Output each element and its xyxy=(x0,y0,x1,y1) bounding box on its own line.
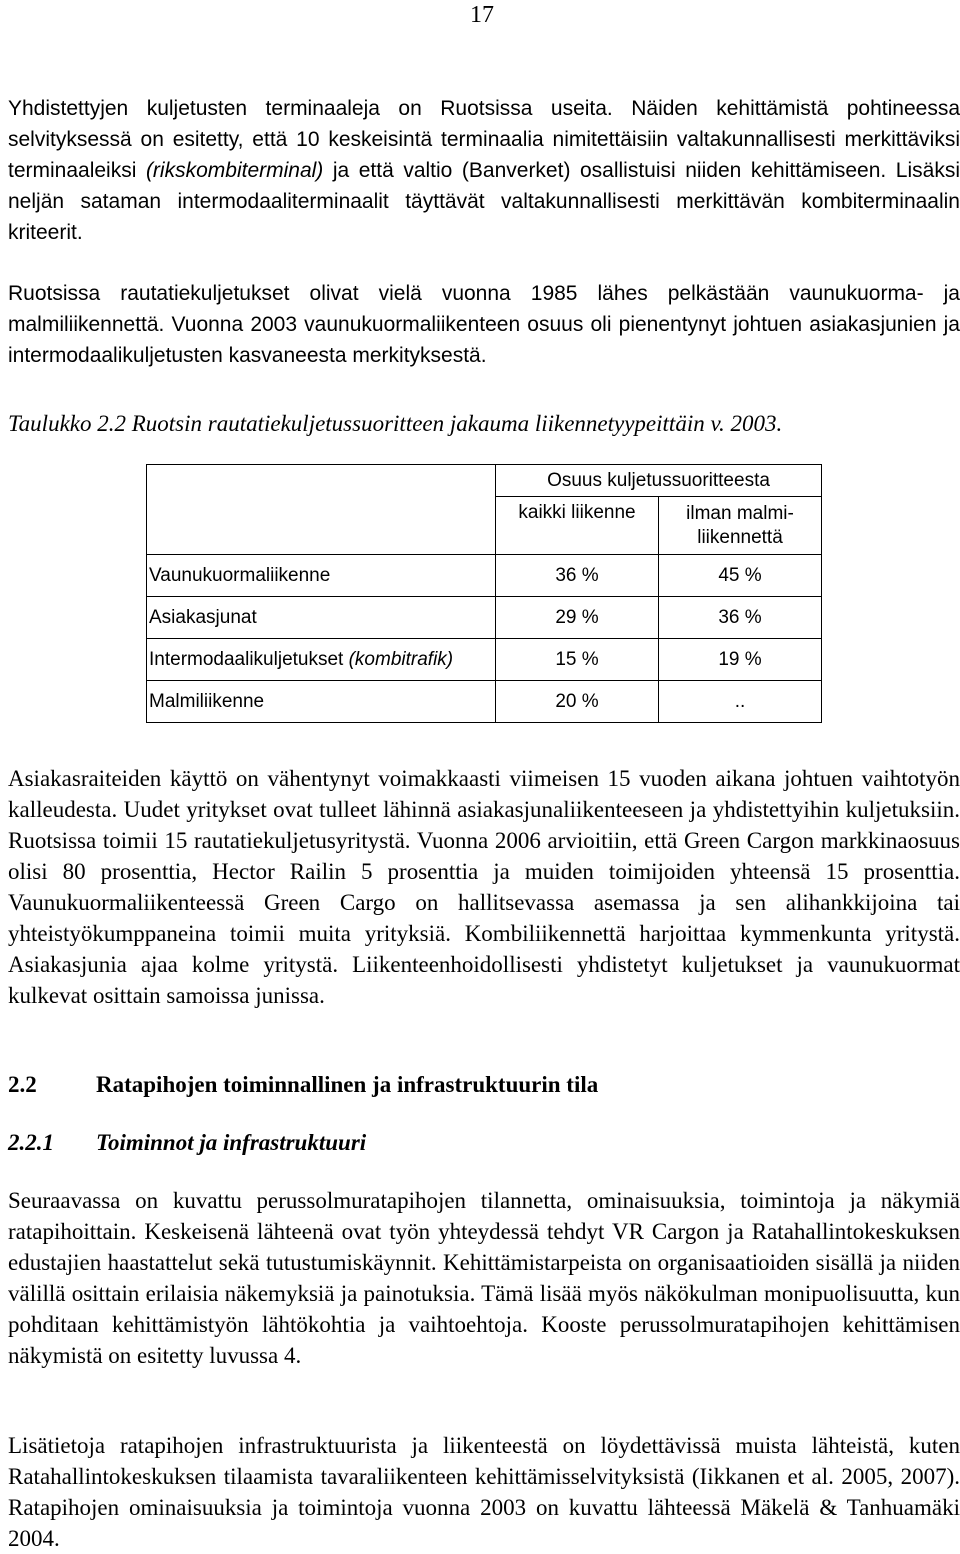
paragraph-rail-transport: Ruotsissa rautatiekuljetukset olivat vielä vuonna 1985 lähes pelkästään vaunukuorma- ja malmiliikennettä. Vuonna 2003 vaunukuormaliikenteen osuus oli pienentynyt johtuen asiakasjunien ja intermodaalikuljetusten kasvaneesta merkityksestä. xyxy=(8,282,960,367)
table-cell-all-traffic: 36 % xyxy=(496,555,659,597)
table-col-header-without-ore-line2: liikennettä xyxy=(697,526,783,548)
section-number: 2.2.1 xyxy=(8,1130,54,1155)
paragraph-terminals-italic-term: (rikskombiterminal) xyxy=(145,159,324,182)
table-cell-without-ore: 36 % xyxy=(659,597,822,639)
paragraph-yards-overview: Seuraavassa on kuvattu perussolmuratapihojen tilannetta, ominaisuuksia, toimintoja ja näkymiä ratapihoittain. Keskeisenä lähteenä ovat työn yhteydessä tehdyt VR Cargon ja Ratahallintokeskuksen edustajien haastattelut sekä tutustumiskäynnit. Kehittämistarpeista on organisaatioiden sisällä ja niiden välillä osittain erilaisia näkemyksiä ja painotuksia. Tämä lisää myös näkökulman monipuolisuutta, kun pohditaan kehittämistyön lähtökohtia ja vaihtoehtoja. Kooste perussolmuratapihojen kehittämisen näkymistä on esitetty luvussa 4. xyxy=(8,1188,960,1368)
table-row xyxy=(147,681,822,723)
paragraph-customer-tracks: Asiakasraiteiden käyttö on vähentynyt voimakkaasti viimeisen 15 vuoden aikana johtuen vaihtotyön kalleudesta. Uudet yritykset ovat tulleet lähinnä asiakasjunaliikenteeseen ja yhdistettyihin kuljetuksiin. Ruotsissa toimii 15 rautatiekuljetusyritystä. Vuonna 2006 arvioitiin, että Green Cargon markkinaosuus olisi 80 prosenttia, Hector Railin 5 prosenttia ja muiden toimijoiden yhteensä 15 prosenttia. Vaunukuormaliikenteessä Green Cargo on hallitsevassa asemassa ja sen alihankkijoina tai yhteistyökumppaneina toimii muita yrityksiä. Kombiliikennettä harjoittaa kymmenkunta yritystä. Asiakasjunia ajaa kolme yritystä. Liikenteenhoidollisesti yhdistetyt kuljetukset ja vaunukuormat kulkevat osittain samoissa junissa. xyxy=(8,766,960,1008)
table-row-label: Vaunukuormaliikenne xyxy=(147,555,496,597)
table-header-row-group xyxy=(147,465,822,497)
table-cell-all-traffic: 29 % xyxy=(496,597,659,639)
paragraph-terminals xyxy=(8,93,960,248)
table-cell-without-ore: 19 % xyxy=(659,639,822,681)
table-col-header-without-ore-line1: ilman malmi- xyxy=(686,502,794,524)
section-heading-2-2-1 xyxy=(8,1129,366,1157)
table-col-header-all-traffic: kaikki liikenne xyxy=(496,497,659,555)
section-title: Toiminnot ja infrastruktuuri xyxy=(96,1130,367,1155)
section-number: 2.2 xyxy=(8,1072,37,1097)
table-group-header: Osuus kuljetussuoritteesta xyxy=(496,465,822,497)
table-row xyxy=(147,639,822,681)
table-header-empty-cell xyxy=(147,465,496,555)
table-cell-without-ore: 45 % xyxy=(659,555,822,597)
table-cell-all-traffic: 20 % xyxy=(496,681,659,723)
section-title: Ratapihojen toiminnallinen ja infrastruktuurin tila xyxy=(96,1072,599,1097)
paragraph-terminals-text-1: Yhdistettyjen kuljetusten terminaaleja on Ruotsissa useita. Näiden kehittämistä pohtineessa selvityksessä on esitetty, että 10 keskeisintä terminaalia nimitettäisiin valtakunnallisesti merkittäviksi terminaaleiksi xyxy=(8,97,960,182)
traffic-share-table xyxy=(146,464,822,723)
table-col-header-without-ore xyxy=(659,497,822,555)
table-row xyxy=(147,555,822,597)
table-row-label-cell xyxy=(147,639,496,681)
page-number: 17 xyxy=(470,2,494,28)
table-row xyxy=(147,597,822,639)
section-heading-2-2 xyxy=(8,1071,598,1099)
table-row-label-italic: (kombitrafik) xyxy=(348,648,454,670)
table-row-label: Asiakasjunat xyxy=(147,597,496,639)
table-caption: Taulukko 2.2 Ruotsin rautatiekuljetussuoritteen jakauma liikennetyypeittäin v. 2003. xyxy=(8,411,783,436)
paragraph-further-info: Lisätietoja ratapihojen infrastruktuurista ja liikenteestä on löydettävissä muista lähteistä, kuten Ratahallintokeskuksen tilaamista tavaraliikenteen kehittämisselvityksistä (Iikkanen et al. 2005, 2007). Ratapihojen ominaisuuksia ja toimintoja vuonna 2003 on kuvattu lähteessä Mäkelä & Tanhuamäki 2004. xyxy=(8,1433,960,1551)
table-cell-all-traffic: 15 % xyxy=(496,639,659,681)
table-row-label: Malmiliikenne xyxy=(147,681,496,723)
paragraph-terminals-text-2: ja että valtio (Banverket) osallistuisi niiden kehittämiseen. Lisäksi neljän sataman intermodaaliterminaalit täyttävät valtakunnallisesti merkittävän kombiterminaalin kriteerit. xyxy=(8,159,960,244)
table-cell-without-ore: .. xyxy=(659,681,822,723)
table-row-label: Intermodaalikuljetukset xyxy=(149,648,349,670)
